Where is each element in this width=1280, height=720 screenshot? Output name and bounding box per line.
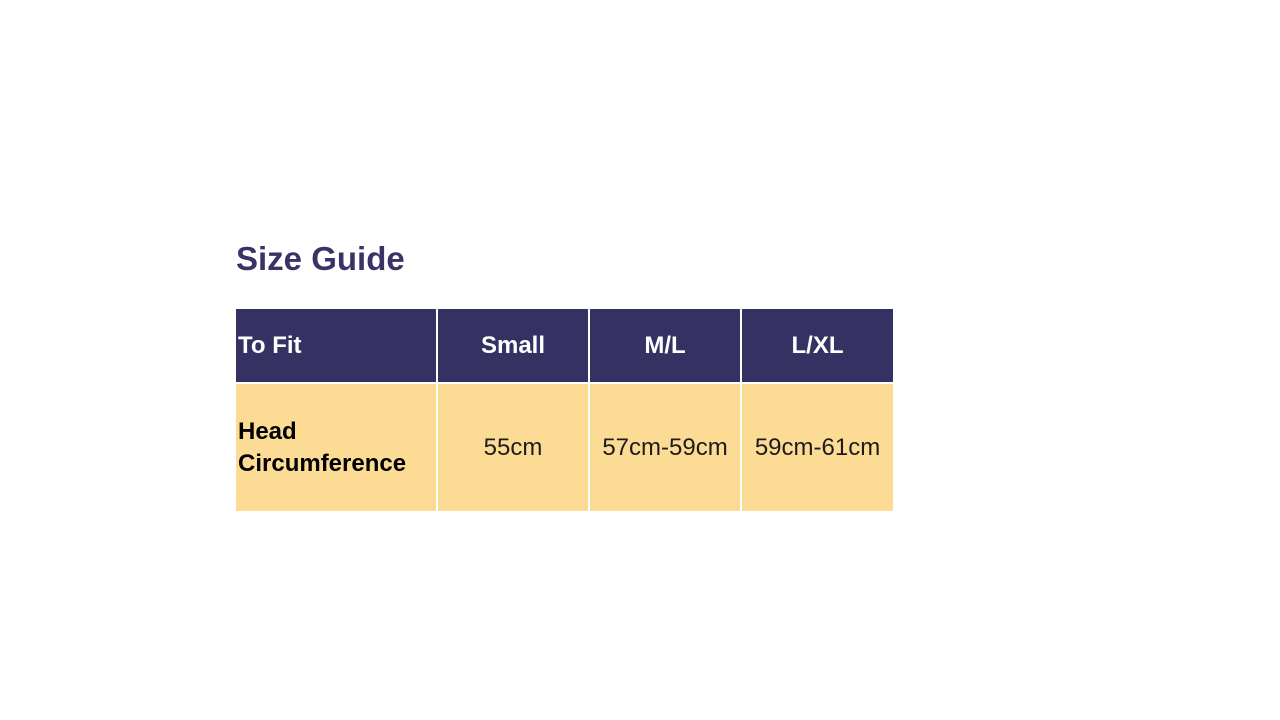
page-title: Size Guide (236, 240, 405, 277)
row-label-head-circumference: Head Circumference (236, 383, 437, 511)
header-cell-lxl: L/XL (741, 309, 893, 383)
header-cell-small: Small (437, 309, 589, 383)
table-header-row (236, 309, 893, 383)
table-row (236, 383, 893, 511)
cell-small-value: 55cm (437, 383, 589, 511)
cell-lxl-value: 59cm-61cm (741, 383, 893, 511)
cell-ml-value: 57cm-59cm (589, 383, 741, 511)
size-guide-table (236, 309, 893, 511)
header-cell-to-fit: To Fit (236, 309, 437, 383)
header-cell-ml: M/L (589, 309, 741, 383)
